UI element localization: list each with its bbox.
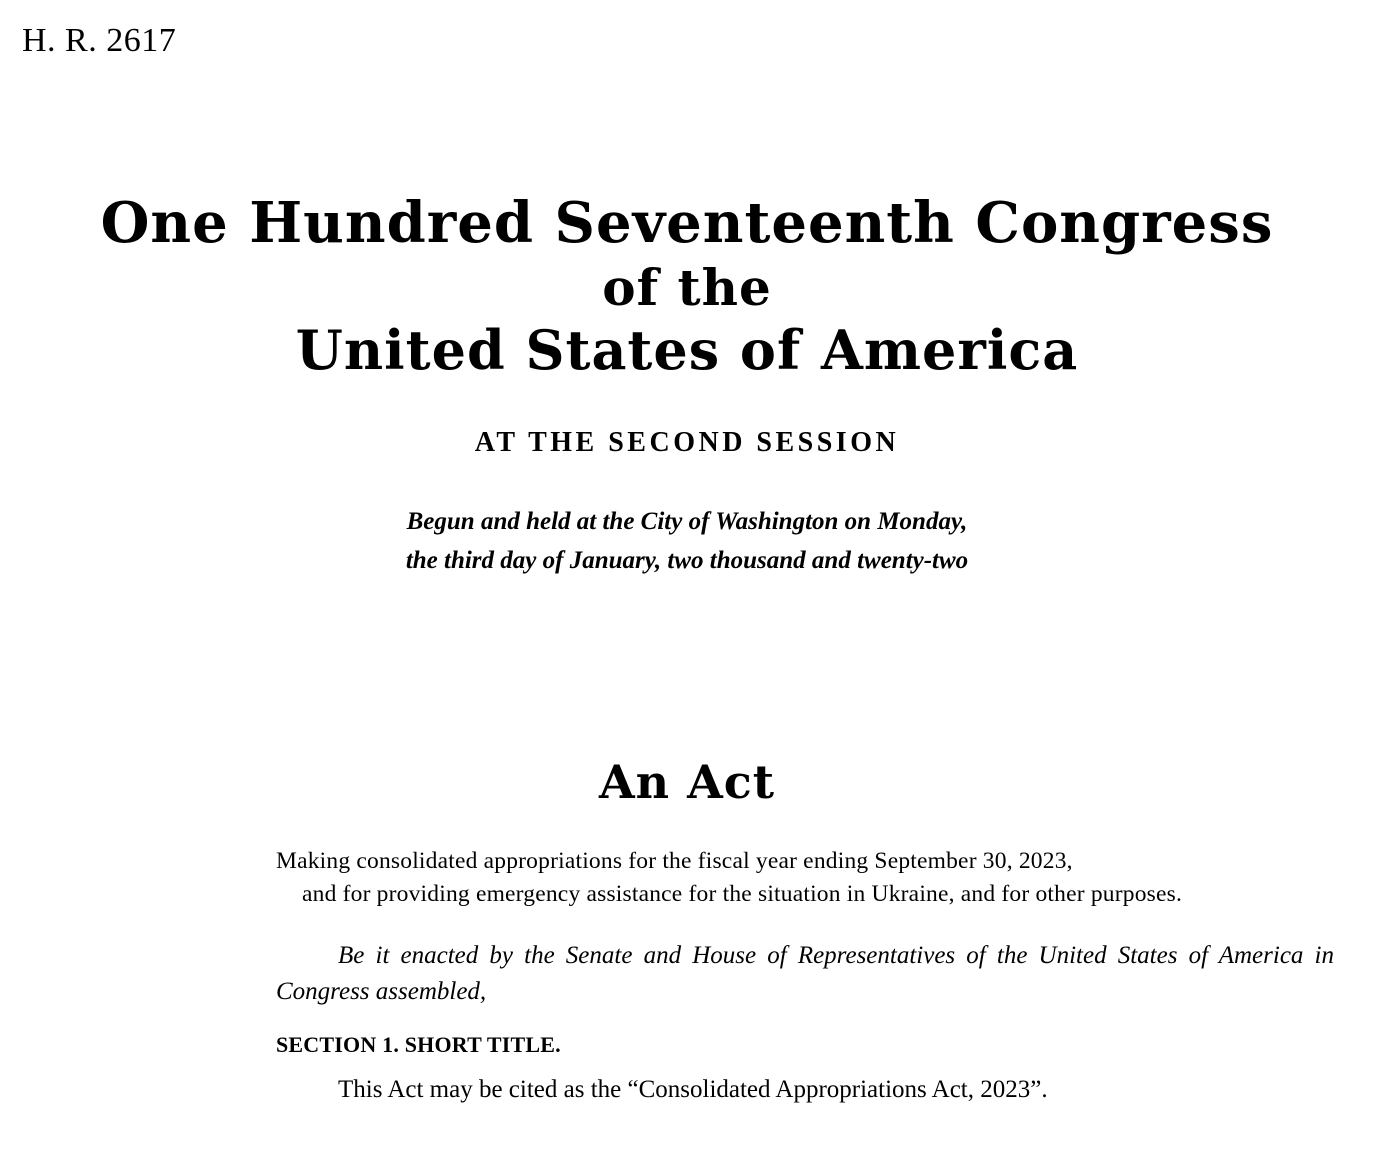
section-1-heading: SECTION 1. SHORT TITLE. (276, 1032, 561, 1058)
act-heading: An Act (598, 755, 776, 809)
long-title-continuation: and for providing emergency assistance for the situation in Ukraine, and for other purposes. (302, 881, 1183, 908)
long-title-first-line: Making consolidated appropriations for the fiscal year ending September 30, 2023, (276, 848, 1073, 874)
convened-statement (0, 503, 1374, 581)
session-label: AT THE SECOND SESSION (474, 426, 900, 458)
congress-title-line-1: One Hundred Seventeenth Congress (100, 190, 1274, 256)
bill-number: H. R. 2617 (22, 22, 177, 59)
document-body (276, 845, 1334, 1108)
convened-line-1: Begun and held at the City of Washington on Monday, (406, 507, 968, 535)
section-1-text: This Act may be cited as the “Consolidated Appropriations Act, 2023”. (338, 1076, 1048, 1104)
congress-title-line-3: United States of America (295, 318, 1079, 383)
enacting-clause: Be it enacted by the Senate and House of Representatives of the United States of America in Congress assembled, (276, 941, 1334, 1005)
congress-title-line-2: of the (602, 258, 772, 318)
convened-line-2: the third day of January, two thousand and twenty-two (405, 546, 969, 574)
long-title (276, 845, 1334, 912)
masthead (0, 190, 1374, 580)
